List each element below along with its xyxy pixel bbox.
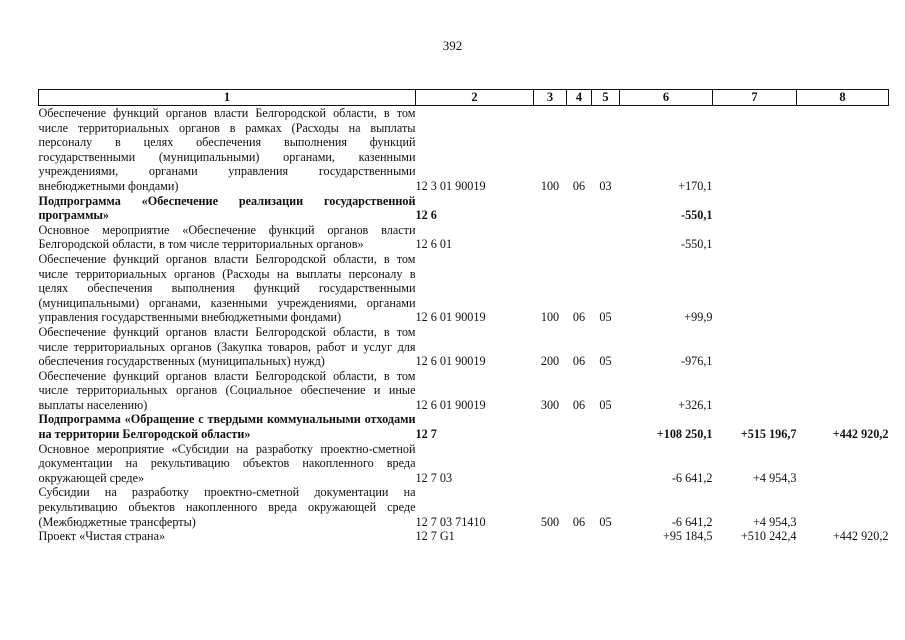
- table-row: [39, 529, 889, 544]
- row-name: Проект «Чистая страна»: [38, 529, 166, 544]
- amount-col-8: [797, 106, 889, 194]
- expense-type: 100: [540, 178, 560, 193]
- amount-col-8: [797, 442, 889, 486]
- budget-code: 12 7 03 71410: [415, 514, 486, 529]
- amount-col-6: -6 641,2: [671, 514, 713, 529]
- amount-col-7: [713, 194, 797, 223]
- header-col-2: 2: [416, 90, 534, 106]
- subsection: 05: [599, 397, 612, 412]
- section: 06: [572, 310, 586, 325]
- amount-col-6: +99,9: [684, 310, 713, 325]
- header-col-4: 4: [567, 90, 592, 106]
- expense-type: [534, 412, 567, 441]
- amount-col-6: -550,1: [681, 208, 713, 223]
- subsection: [592, 529, 620, 544]
- amount-col-7: +4 954,3: [753, 514, 797, 529]
- section: [567, 529, 592, 544]
- amount-col-6: +170,1: [678, 178, 713, 193]
- budget-code: 12 7 G1: [415, 529, 455, 544]
- amount-col-8: +442 920,2: [832, 529, 889, 544]
- amount-col-8: [797, 325, 889, 369]
- table-row: [39, 412, 889, 441]
- row-name: Обеспечение функций органов власти Белгородской области, в том числе территориальных органов (Расходы на выплаты персоналу в целях обеспечения выполнения функций государственными (муниципальными) органами, казенными учреждениями, органами управления государственными внебюджетными фондами): [38, 251, 416, 325]
- header-col-1: 1: [39, 90, 416, 106]
- table-body: [39, 106, 889, 544]
- budget-code: 12 6 01 90019: [415, 310, 486, 325]
- expense-type: [534, 529, 567, 544]
- amount-col-7: [713, 223, 797, 252]
- table-row: [39, 325, 889, 369]
- amount-col-6: +95 184,5: [662, 529, 713, 544]
- amount-col-6: +326,1: [678, 397, 713, 412]
- amount-col-8: [797, 252, 889, 325]
- subsection: [592, 223, 620, 252]
- subsection: 05: [599, 310, 612, 325]
- amount-col-6: -976,1: [681, 354, 713, 369]
- amount-col-7: [713, 325, 797, 369]
- budget-code: 12 6 01: [415, 237, 453, 252]
- row-name: Обеспечение функций органов власти Белгородской области, в том числе территориальных органов (Закупка товаров, работ и услуг для обеспечения государственных (муниципальных) нужд): [38, 324, 416, 369]
- amount-col-8: [797, 485, 889, 529]
- budget-code: 12 6 01 90019: [415, 354, 486, 369]
- table-row: [39, 194, 889, 223]
- budget-code: 12 3 01 90019: [415, 178, 486, 193]
- expense-type: 100: [540, 310, 560, 325]
- table-row: [39, 106, 889, 194]
- subsection: [592, 412, 620, 441]
- table-header-row: [39, 90, 889, 106]
- subsection: 03: [599, 178, 612, 193]
- section: [567, 223, 592, 252]
- amount-col-6: -6 641,2: [671, 470, 713, 485]
- row-name: Основное мероприятие «Обеспечение функций органов власти Белгородской области, в том числе территориальных органов»: [38, 222, 416, 252]
- expense-type: [534, 194, 567, 223]
- header-col-3: 3: [534, 90, 567, 106]
- table-row: [39, 442, 889, 486]
- section: [567, 412, 592, 441]
- expense-type: 500: [540, 514, 560, 529]
- budget-code: 12 6: [415, 208, 437, 223]
- amount-col-7: +510 242,4: [740, 529, 797, 544]
- amount-col-7: [713, 369, 797, 413]
- amount-col-6: -550,1: [681, 237, 713, 252]
- row-name: Субсидии на разработку проектно-сметной документации на рекультивацию объектов накопленного вреда окружающей среде (Межбюджетные трансферты): [38, 485, 416, 529]
- section: 06: [572, 354, 586, 369]
- amount-col-6: +108 250,1: [656, 427, 713, 442]
- table-row: [39, 252, 889, 325]
- amount-col-8: [797, 369, 889, 413]
- row-name: Основное мероприятие «Субсидии на разработку проектно-сметной документации на рекультивацию объектов накопленного вреда окружающей среде»: [38, 441, 416, 485]
- page-number: 392: [442, 38, 463, 53]
- section: [567, 442, 592, 486]
- row-name: Подпрограмма «Обеспечение реализации государственной программы»: [38, 193, 416, 223]
- budget-code: 12 6 01 90019: [415, 397, 486, 412]
- table-row: [39, 223, 889, 252]
- amount-col-7: +4 954,3: [753, 470, 797, 485]
- section: 06: [572, 178, 586, 193]
- subsection: [592, 442, 620, 486]
- row-name: Обеспечение функций органов власти Белгородской области, в том числе территориальных органов в рамках (Расходы на выплаты персоналу в целях обеспечения выполнения функций государственными (муниципальными) органами, казенными учреждениями, органами управления государственными внебюджетными фондами): [38, 106, 416, 193]
- row-name: Обеспечение функций органов власти Белгородской области, в том числе территориальных органов (Социальное обеспечение и иные выплаты населению): [38, 368, 416, 412]
- header-col-5: 5: [592, 90, 620, 106]
- amount-col-7: [713, 252, 797, 325]
- header-col-8: 8: [797, 90, 889, 106]
- table-row: [39, 485, 889, 529]
- amount-col-8: +442 920,2: [832, 427, 889, 442]
- subsection: [592, 194, 620, 223]
- row-name: Подпрограмма «Обращение с твердыми коммунальными отходами на территории Белгородской области»: [38, 412, 416, 442]
- expense-type: [534, 442, 567, 486]
- amount-col-8: [797, 223, 889, 252]
- section: 06: [572, 397, 586, 412]
- budget-table: [38, 89, 889, 544]
- budget-code: 12 7: [415, 427, 437, 442]
- amount-col-8: [797, 194, 889, 223]
- expense-type: 200: [540, 354, 560, 369]
- expense-type: 300: [540, 397, 560, 412]
- subsection: 05: [599, 514, 612, 529]
- subsection: 05: [599, 354, 612, 369]
- table-row: [39, 369, 889, 413]
- section: [567, 194, 592, 223]
- amount-col-7: +515 196,7: [740, 427, 797, 442]
- budget-code: 12 7 03: [415, 470, 453, 485]
- header-col-7: 7: [713, 90, 797, 106]
- header-col-6: 6: [620, 90, 713, 106]
- amount-col-7: [713, 106, 797, 194]
- section: 06: [572, 514, 586, 529]
- expense-type: [534, 223, 567, 252]
